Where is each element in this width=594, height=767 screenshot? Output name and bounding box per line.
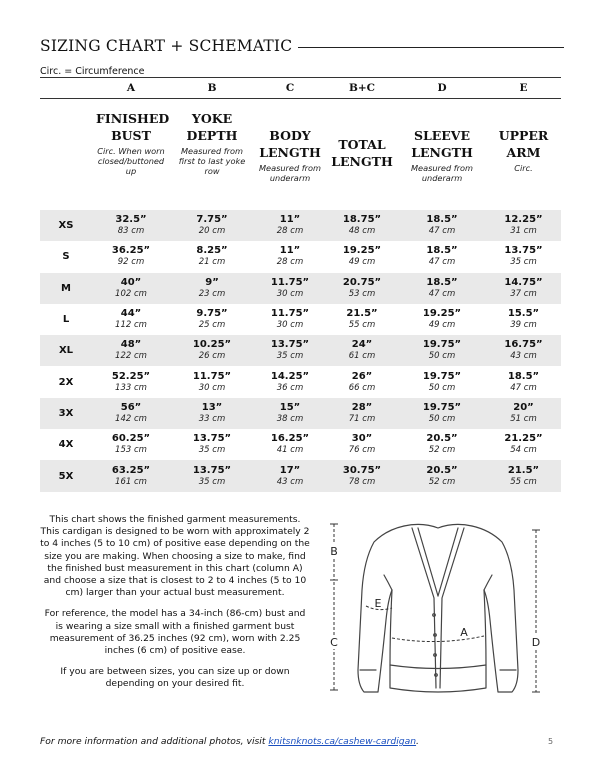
value-cm: 133 cm: [115, 382, 147, 393]
measurement-cell: [326, 214, 398, 237]
value-inches: 56”: [120, 401, 142, 413]
value-inches: 14.25”: [270, 370, 310, 382]
right-band-inner: [438, 528, 458, 596]
measurement-cell: [170, 277, 254, 300]
size-label: M: [61, 282, 71, 294]
value-inches: 13.75”: [192, 433, 232, 445]
value-inches: 21.5”: [507, 464, 540, 476]
size-label: S: [62, 251, 70, 263]
measurement-cell: [254, 214, 326, 237]
value-cm: 112 cm: [115, 320, 147, 331]
header-total-length: [326, 110, 398, 200]
header-finished-bust: [92, 110, 170, 200]
circumference-note: Circ. = Circumference: [40, 66, 145, 77]
value-cm: 55 cm: [348, 320, 376, 331]
value-cm: 92 cm: [117, 257, 145, 268]
table-row: [40, 210, 561, 241]
value-inches: 20.75”: [342, 276, 382, 288]
value-cm: 43 cm: [276, 476, 304, 487]
value-inches: 15”: [279, 401, 301, 413]
column-letter: A: [126, 82, 136, 94]
measurement-cell: [170, 245, 254, 268]
value-cm: 30 cm: [198, 382, 226, 393]
page-title: SIZING CHART + SCHEMATIC: [40, 37, 293, 55]
header-subtitle: Circ. When worn closed/buttoned up: [97, 146, 165, 176]
value-cm: 52 cm: [428, 445, 456, 456]
header-title: TOTAL LENGTH: [331, 137, 393, 169]
measurement-cell: [326, 371, 398, 394]
table-row: [40, 460, 561, 491]
paragraph: This chart shows the finished garment measurements. This cardigan is designed to be worn with approximately 2 to 4 inches (5 to 10 cm) of positive ease depending on the size you are making. When choosing a size to make, find the finished bust measurement in this chart (column A) and choose a size that is closest to 2 to 4 inches (5 to 10 cm) larger than your actual bust measurement.: [40, 514, 310, 599]
label-a: A: [460, 626, 468, 639]
value-cm: 76 cm: [348, 445, 376, 456]
value-cm: 61 cm: [348, 351, 376, 362]
value-cm: 161 cm: [115, 476, 147, 487]
value-cm: 26 cm: [198, 351, 226, 362]
value-inches: 44”: [120, 308, 142, 320]
value-inches: 20.5”: [426, 433, 458, 445]
value-cm: 30 cm: [276, 288, 304, 299]
value-inches: 20.5”: [426, 464, 458, 476]
value-inches: 8.25”: [196, 245, 228, 257]
value-inches: 48”: [120, 339, 142, 351]
measurement-cell: [486, 433, 561, 456]
value-inches: 18.5”: [426, 276, 458, 288]
value-cm: 83 cm: [117, 226, 145, 237]
measurement-cell: [170, 214, 254, 237]
measurement-cell: [398, 245, 486, 268]
size-label: XS: [58, 220, 74, 232]
value-inches: 13.75”: [504, 245, 543, 257]
page-number: 5: [548, 737, 554, 746]
measurement-cell: [326, 308, 398, 331]
value-cm: 48 cm: [348, 226, 376, 237]
value-inches: 16.25”: [270, 433, 310, 445]
measurement-cell: [398, 433, 486, 456]
value-cm: 25 cm: [198, 320, 226, 331]
value-inches: 13.75”: [270, 339, 310, 351]
value-cm: 71 cm: [348, 413, 376, 424]
value-cm: 55 cm: [510, 476, 537, 487]
value-cm: 49 cm: [348, 257, 376, 268]
value-inches: 32.5”: [115, 214, 147, 226]
value-inches: 24”: [351, 339, 373, 351]
label-d: D: [531, 636, 541, 649]
value-inches: 7.75”: [196, 214, 228, 226]
measurement-cell: [170, 433, 254, 456]
value-cm: 78 cm: [348, 476, 376, 487]
column-letter: E: [519, 82, 528, 94]
header-subtitle: Measured from underarm: [410, 163, 473, 183]
left-band-inner: [418, 528, 438, 596]
table-row: [40, 241, 561, 272]
value-inches: 15.5”: [507, 308, 540, 320]
measurement-cell: [398, 214, 486, 237]
value-inches: 10.25”: [192, 339, 232, 351]
value-cm: 47 cm: [428, 257, 456, 268]
size-label: L: [62, 314, 70, 326]
value-cm: 20 cm: [198, 226, 226, 237]
table-row: [40, 273, 561, 304]
value-inches: 17”: [279, 464, 301, 476]
table-row: [40, 304, 561, 335]
label-c: C: [330, 636, 338, 649]
footer-link[interactable]: knitsnknots.ca/cashew-cardigan: [268, 736, 417, 747]
measurement-cell: [486, 214, 561, 237]
value-cm: 30 cm: [276, 320, 304, 331]
measurement-cell: [92, 465, 170, 488]
value-cm: 35 cm: [198, 445, 226, 456]
value-cm: 102 cm: [115, 288, 147, 299]
value-inches: 63.25”: [111, 464, 151, 476]
value-inches: 14.75”: [504, 276, 543, 288]
measurement-cell: [326, 465, 398, 488]
value-cm: 52 cm: [428, 476, 456, 487]
measurement-cell: [326, 245, 398, 268]
header-subtitle: Measured from first to last yoke row: [178, 146, 246, 176]
measurement-cell: [486, 465, 561, 488]
value-inches: 19.75”: [422, 370, 462, 382]
value-inches: 19.25”: [342, 245, 382, 257]
value-inches: 13”: [201, 401, 223, 413]
table-row: [40, 429, 561, 460]
value-cm: 142 cm: [115, 413, 147, 424]
value-inches: 36.25”: [111, 245, 151, 257]
value-inches: 11.75”: [192, 370, 232, 382]
measurement-cell: [326, 339, 398, 362]
value-cm: 47 cm: [428, 288, 456, 299]
value-inches: 9.75”: [196, 308, 228, 320]
measurement-cell: [254, 433, 326, 456]
measurement-cell: [398, 465, 486, 488]
value-inches: 11.75”: [270, 308, 310, 320]
value-inches: 18.5”: [426, 214, 458, 226]
value-cm: 28 cm: [276, 257, 304, 268]
value-cm: 38 cm: [276, 413, 304, 424]
column-letters: [40, 78, 561, 98]
measurement-cell: [254, 245, 326, 268]
value-inches: 20”: [513, 401, 534, 413]
value-inches: 30”: [351, 433, 373, 445]
ease-explanation: [40, 514, 310, 700]
measurement-cell: [170, 339, 254, 362]
measurement-cell: [254, 308, 326, 331]
measurement-cell: [398, 277, 486, 300]
value-inches: 26”: [351, 370, 373, 382]
value-cm: 39 cm: [510, 320, 537, 331]
measurement-cell: [398, 371, 486, 394]
value-cm: 66 cm: [348, 382, 376, 393]
value-cm: 122 cm: [115, 351, 147, 362]
measurement-cell: [486, 402, 561, 425]
measurement-cell: [170, 308, 254, 331]
column-letter: C: [285, 82, 295, 94]
value-cm: 53 cm: [348, 288, 376, 299]
size-table-body: [40, 210, 561, 492]
measurement-cell: [398, 308, 486, 331]
value-inches: 13.75”: [192, 464, 232, 476]
measurement-cell: [326, 433, 398, 456]
value-cm: 50 cm: [428, 351, 456, 362]
value-cm: 54 cm: [510, 445, 537, 456]
measurement-cell: [486, 308, 561, 331]
value-inches: 30.75”: [342, 464, 382, 476]
value-inches: 9”: [205, 276, 219, 288]
footer-text: For more information and additional photos, visit: [40, 736, 269, 747]
value-cm: 50 cm: [428, 413, 456, 424]
value-cm: 41 cm: [276, 445, 304, 456]
value-inches: 28”: [351, 401, 373, 413]
measurement-cell: [170, 402, 254, 425]
right-button-band: [440, 528, 464, 688]
value-inches: 16.75”: [504, 339, 543, 351]
measurement-cell: [254, 371, 326, 394]
size-label: 4X: [58, 439, 74, 451]
value-inches: 11”: [279, 214, 301, 226]
value-inches: 21.25”: [504, 433, 543, 445]
measurement-cell: [486, 245, 561, 268]
measurement-cell: [486, 371, 561, 394]
measurement-cell: [254, 465, 326, 488]
value-inches: 11”: [279, 245, 301, 257]
table-row: [40, 335, 561, 366]
header-title: BODY LENGTH: [259, 128, 321, 160]
right-sleeve-outline: [472, 526, 518, 692]
measurement-cell: [170, 465, 254, 488]
measurement-cell: [92, 277, 170, 300]
value-cm: 37 cm: [510, 288, 537, 299]
header-title: YOKE DEPTH: [186, 111, 238, 143]
value-cm: 33 cm: [198, 413, 226, 424]
value-inches: 52.25”: [111, 370, 151, 382]
column-letter: B: [207, 82, 217, 94]
value-cm: 31 cm: [510, 226, 537, 237]
measurement-cell: [92, 402, 170, 425]
table-row: [40, 398, 561, 429]
size-label: 2X: [58, 376, 74, 388]
measurement-cell: [486, 277, 561, 300]
value-cm: 21 cm: [198, 257, 226, 268]
value-cm: 49 cm: [428, 320, 456, 331]
measurement-cell: [92, 214, 170, 237]
measurement-cell: [326, 402, 398, 425]
measurement-cell: [92, 371, 170, 394]
paragraph: For reference, the model has a 34-inch (86-cm) bust and is wearing a size small with a finished garment bust measurement of 36.25 inches (92 cm), worn with 2.25 inches (6 cm) of positive ease.: [44, 608, 306, 657]
value-cm: 47 cm: [510, 382, 537, 393]
label-e: E: [374, 597, 382, 610]
measurement-cell: [92, 245, 170, 268]
header-title: UPPER ARM: [498, 128, 549, 160]
measure-a-line: [392, 636, 484, 642]
value-inches: 18.5”: [507, 370, 540, 382]
measurement-cell: [326, 277, 398, 300]
value-inches: 19.25”: [422, 308, 462, 320]
measurement-cell: [170, 371, 254, 394]
paragraph: If you are between sizes, you can size up or down depending on your desired fit.: [60, 666, 290, 690]
column-letter: D: [437, 82, 447, 94]
letters-rule: [40, 98, 561, 99]
measurement-cell: [92, 339, 170, 362]
cardigan-schematic: [326, 520, 556, 710]
value-inches: 40”: [120, 276, 142, 288]
header-subtitle: Measured from underarm: [258, 163, 321, 183]
header-spacer: [40, 110, 92, 200]
letter-spacer: [40, 78, 92, 98]
measurement-cell: [486, 339, 561, 362]
table-row: [40, 366, 561, 397]
header-yoke-depth: [170, 110, 254, 200]
left-button-band: [412, 528, 436, 688]
title-rule: [298, 47, 564, 48]
header-title: FINISHED BUST: [96, 111, 170, 143]
label-b: B: [330, 545, 338, 558]
value-cm: 50 cm: [428, 382, 456, 393]
measurement-cell: [398, 402, 486, 425]
value-inches: 18.5”: [426, 245, 458, 257]
value-cm: 51 cm: [510, 413, 537, 424]
value-inches: 12.25”: [504, 214, 543, 226]
measurement-cell: [254, 339, 326, 362]
value-inches: 60.25”: [111, 433, 151, 445]
measurement-cell: [92, 308, 170, 331]
value-inches: 19.75”: [422, 401, 462, 413]
value-inches: 11.75”: [270, 276, 310, 288]
header-title: SLEEVE LENGTH: [411, 128, 473, 160]
value-cm: 43 cm: [510, 351, 537, 362]
footer: [40, 736, 419, 747]
value-cm: 35 cm: [510, 257, 537, 268]
collar-outline: [404, 524, 472, 528]
value-cm: 28 cm: [276, 226, 304, 237]
measurement-cell: [92, 433, 170, 456]
title-row: [40, 36, 564, 56]
measurement-cell: [254, 402, 326, 425]
header-body-length: [254, 110, 326, 200]
value-inches: 19.75”: [422, 339, 462, 351]
hem-rib-line: [390, 665, 486, 669]
size-label: 5X: [58, 470, 74, 482]
measurement-cell: [254, 277, 326, 300]
value-inches: 21.5”: [346, 308, 378, 320]
column-headers: [40, 110, 561, 200]
header-sleeve-length: [398, 110, 486, 200]
value-inches: 18.75”: [342, 214, 382, 226]
header-upper-arm: [486, 110, 561, 200]
value-cm: 23 cm: [198, 288, 226, 299]
value-cm: 153 cm: [115, 445, 147, 456]
footer-suffix: .: [416, 736, 419, 747]
measurement-cell: [398, 339, 486, 362]
value-cm: 35 cm: [198, 476, 226, 487]
header-subtitle: Circ.: [514, 163, 533, 173]
value-cm: 47 cm: [428, 226, 456, 237]
size-label: XL: [58, 345, 74, 357]
value-cm: 36 cm: [276, 382, 304, 393]
value-cm: 35 cm: [276, 351, 304, 362]
column-letter: B+C: [348, 82, 376, 94]
size-label: 3X: [58, 407, 74, 419]
